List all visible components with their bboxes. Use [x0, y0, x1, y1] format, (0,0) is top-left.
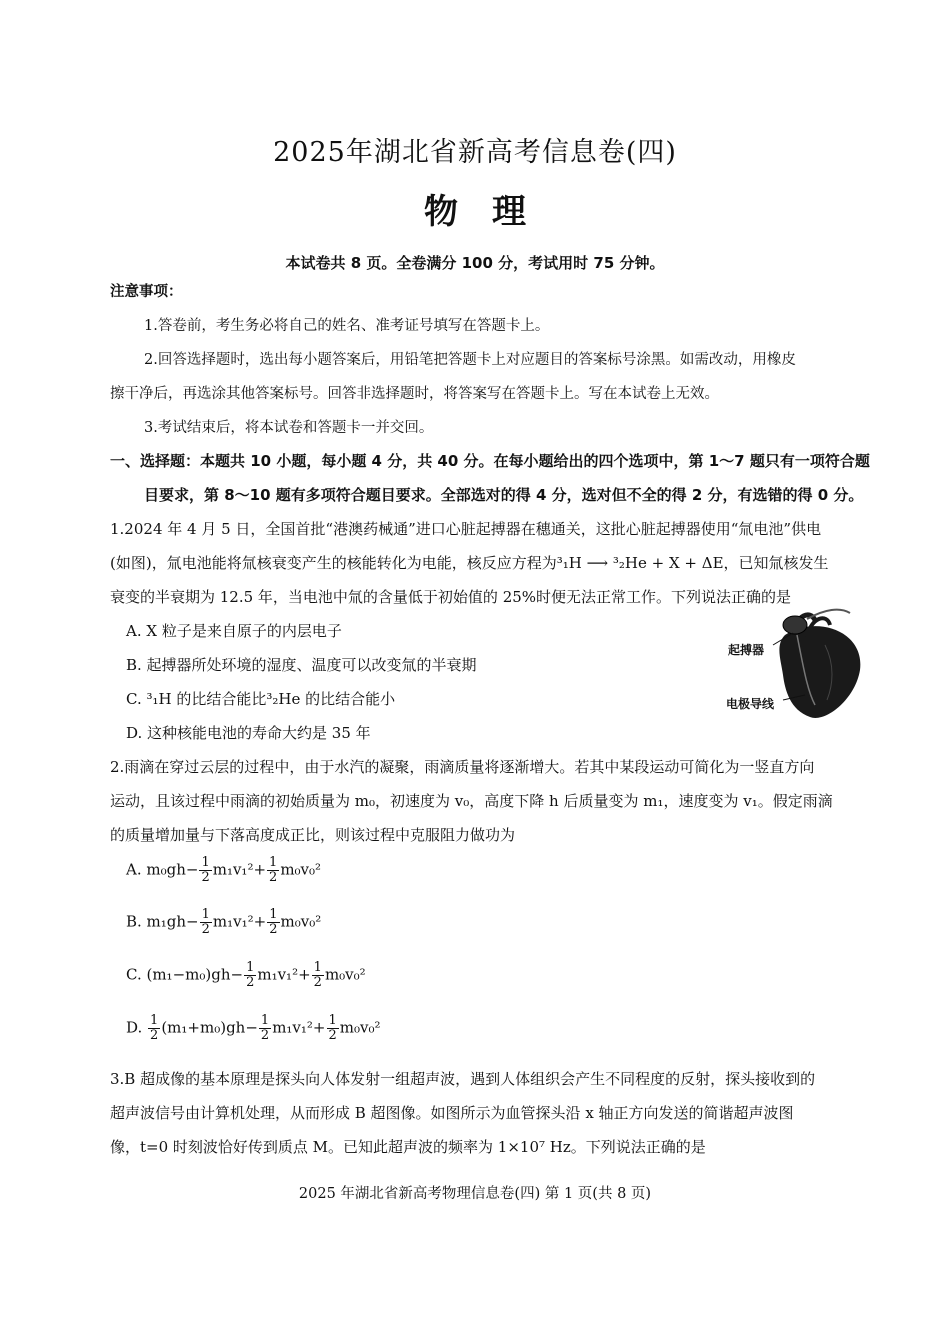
q2-term-2: m₀v₀²	[324, 965, 366, 984]
section1-instruction-line-2: 目要求，第 8～10 题有多项符合题目要求。全部选对的得 4 分，选对但不全的得 2 分，有选错的得 0 分。	[144, 486, 864, 504]
notice-item-2-line-2: 擦干净后，再选涂其他答案标号。回答非选择题时，将答案写在答题卡上。写在本试卷上无效。	[110, 386, 719, 402]
fraction-denominator: 2	[269, 922, 278, 937]
fraction-numerator: 1	[201, 855, 210, 870]
q1-line-2	[110, 552, 829, 573]
q2-option-d-mid: (m₁+m₀)gh−	[161, 1018, 258, 1037]
figure-label-electrode-wire: 电极导线	[726, 697, 775, 711]
exam-title: 2025年湖北省新高考信息卷(四)	[273, 137, 677, 168]
q2-option-b-prefix: B. m₁gh−	[126, 912, 199, 931]
q2-option-d	[126, 1014, 381, 1043]
q2-term-2: m₀v₀²	[280, 860, 322, 879]
fraction-denominator: 2	[313, 975, 322, 990]
fraction-denominator: 2	[201, 870, 210, 885]
fraction-half	[199, 856, 211, 885]
q2-option-d-prefix: D.	[126, 1018, 143, 1037]
q2-option-a	[126, 856, 321, 885]
fraction-half	[200, 908, 212, 937]
q2-line-1: 2.雨滴在穿过云层的过程中，由于水汽的凝聚，雨滴质量将逐渐增大。若其中某段运动可简化为一竖直方向	[110, 758, 815, 776]
q3-line-1: 3.B 超成像的基本原理是探头向人体发射一组超声波，遇到人体组织会产生不同程度的反射，探头接收到的	[110, 1070, 816, 1088]
q2-option-a-prefix: A. m₀gh−	[126, 860, 199, 879]
subject-title: 物理	[424, 192, 560, 232]
q2-term-1: m₁v₁²+	[257, 965, 311, 984]
fraction-half	[267, 856, 279, 885]
q2-line-2: 运动，且该过程中雨滴的初始质量为 m₀，初速度为 v₀，高度下降 h 后质量变为 m₁，速度变为 v₁。假定雨滴	[110, 792, 833, 810]
fraction-half	[148, 1014, 160, 1043]
q3-line-3: 像，t=0 时刻波恰好传到质点 M。已知此超声波的频率为 1×10⁷ Hz。下列说法正确的是	[110, 1138, 706, 1156]
fraction-denominator: 2	[201, 922, 210, 937]
fraction-half	[244, 961, 256, 990]
notice-heading: 注意事项：	[110, 284, 183, 300]
fraction-half	[259, 1014, 271, 1043]
q2-option-c-prefix: C. (m₁−m₀)gh−	[126, 965, 244, 984]
fraction-half	[327, 1014, 339, 1043]
q2-term-1: m₁v₁²+	[212, 912, 267, 931]
fraction-numerator: 1	[201, 907, 210, 922]
q1-option-b: B. 起搏器所处环境的湿度、温度可以改变氚的半衰期	[126, 656, 477, 674]
q1-line-3: 衰变的半衰期为 12.5 年，当电池中氚的含量低于初始值的 25%时便无法正常工作。下列说法正确的是	[110, 588, 792, 606]
q1-option-d: D. 这种核能电池的寿命大约是 35 年	[126, 724, 371, 742]
section1-instruction-line-1: 一、选择题：本题共 10 小题，每小题 4 分，共 40 分。在每小题给出的四个选项中，第 1～7 题只有一项符合题	[110, 452, 870, 470]
notice-item-2-line-1: 2.回答选择题时，选出每小题答案后，用铅笔把答题卡上对应题目的答案标号涂黑。如需改动，用橡皮	[144, 352, 796, 368]
fraction-denominator: 2	[246, 975, 255, 990]
fraction-numerator: 1	[328, 1013, 337, 1028]
q1-option-c: C. ³₁H 的比结合能比³₂He 的比结合能小	[126, 690, 396, 708]
q2-term-1: m₁v₁²+	[212, 860, 267, 879]
fraction-denominator: 2	[150, 1028, 159, 1043]
notice-item-3: 3.考试结束后，将本试卷和答题卡一并交回。	[144, 420, 434, 436]
q2-option-b	[126, 908, 321, 937]
fraction-numerator: 1	[260, 1013, 270, 1028]
fraction-half	[267, 908, 279, 937]
q1-line-2-end: ，已知氚核发生	[723, 554, 829, 572]
fraction-numerator: 1	[269, 907, 278, 922]
q2-term-2: m₀v₀²	[280, 912, 322, 931]
exam-info: 本试卷共 8 页。全卷满分 100 分，考试用时 75 分钟。	[285, 254, 665, 272]
nuclear-equation: ³₁H ⟶ ³₂He + X + ΔE	[556, 554, 724, 572]
notice-item-1: 1.答卷前，考生务必将自己的姓名、准考证号填写在答题卡上。	[144, 318, 550, 334]
q2-term-2: m₀v₀²	[339, 1018, 381, 1037]
fraction-denominator: 2	[260, 1028, 270, 1043]
fraction-numerator: 1	[269, 855, 278, 870]
fraction-denominator: 2	[269, 870, 278, 885]
fraction-numerator: 1	[313, 960, 322, 975]
q2-line-3: 的质量增加量与下落高度成正比，则该过程中克服阻力做功为	[110, 826, 516, 844]
page-footer: 2025 年湖北省新高考物理信息卷(四) 第 1 页(共 8 页)	[298, 1186, 652, 1202]
q1-line-2-start: (如图)，氚电池能将氚核衰变产生的核能转化为电能，核反应方程为	[110, 554, 557, 572]
fraction-numerator: 1	[246, 960, 255, 975]
fraction-numerator: 1	[150, 1013, 159, 1028]
q2-option-c	[126, 961, 366, 990]
fraction-denominator: 2	[328, 1028, 337, 1043]
fraction-half	[312, 961, 324, 990]
q2-term-1: m₁v₁²+	[272, 1018, 326, 1037]
q3-line-2: 超声波信号由计算机处理，从而形成 B 超图像。如图所示为血管探头沿 x 轴正方向发送的简谐超声波图	[110, 1104, 794, 1122]
q1-option-a: A. X 粒子是来自原子的内层电子	[126, 622, 342, 640]
q1-line-1: 1.2024 年 4 月 5 日，全国首批“港澳药械通”进口心脏起搏器在穗通关，这批心脏起搏器使用“氚电池”供电	[110, 520, 822, 538]
figure-label-pacemaker: 起搏器	[728, 643, 765, 657]
